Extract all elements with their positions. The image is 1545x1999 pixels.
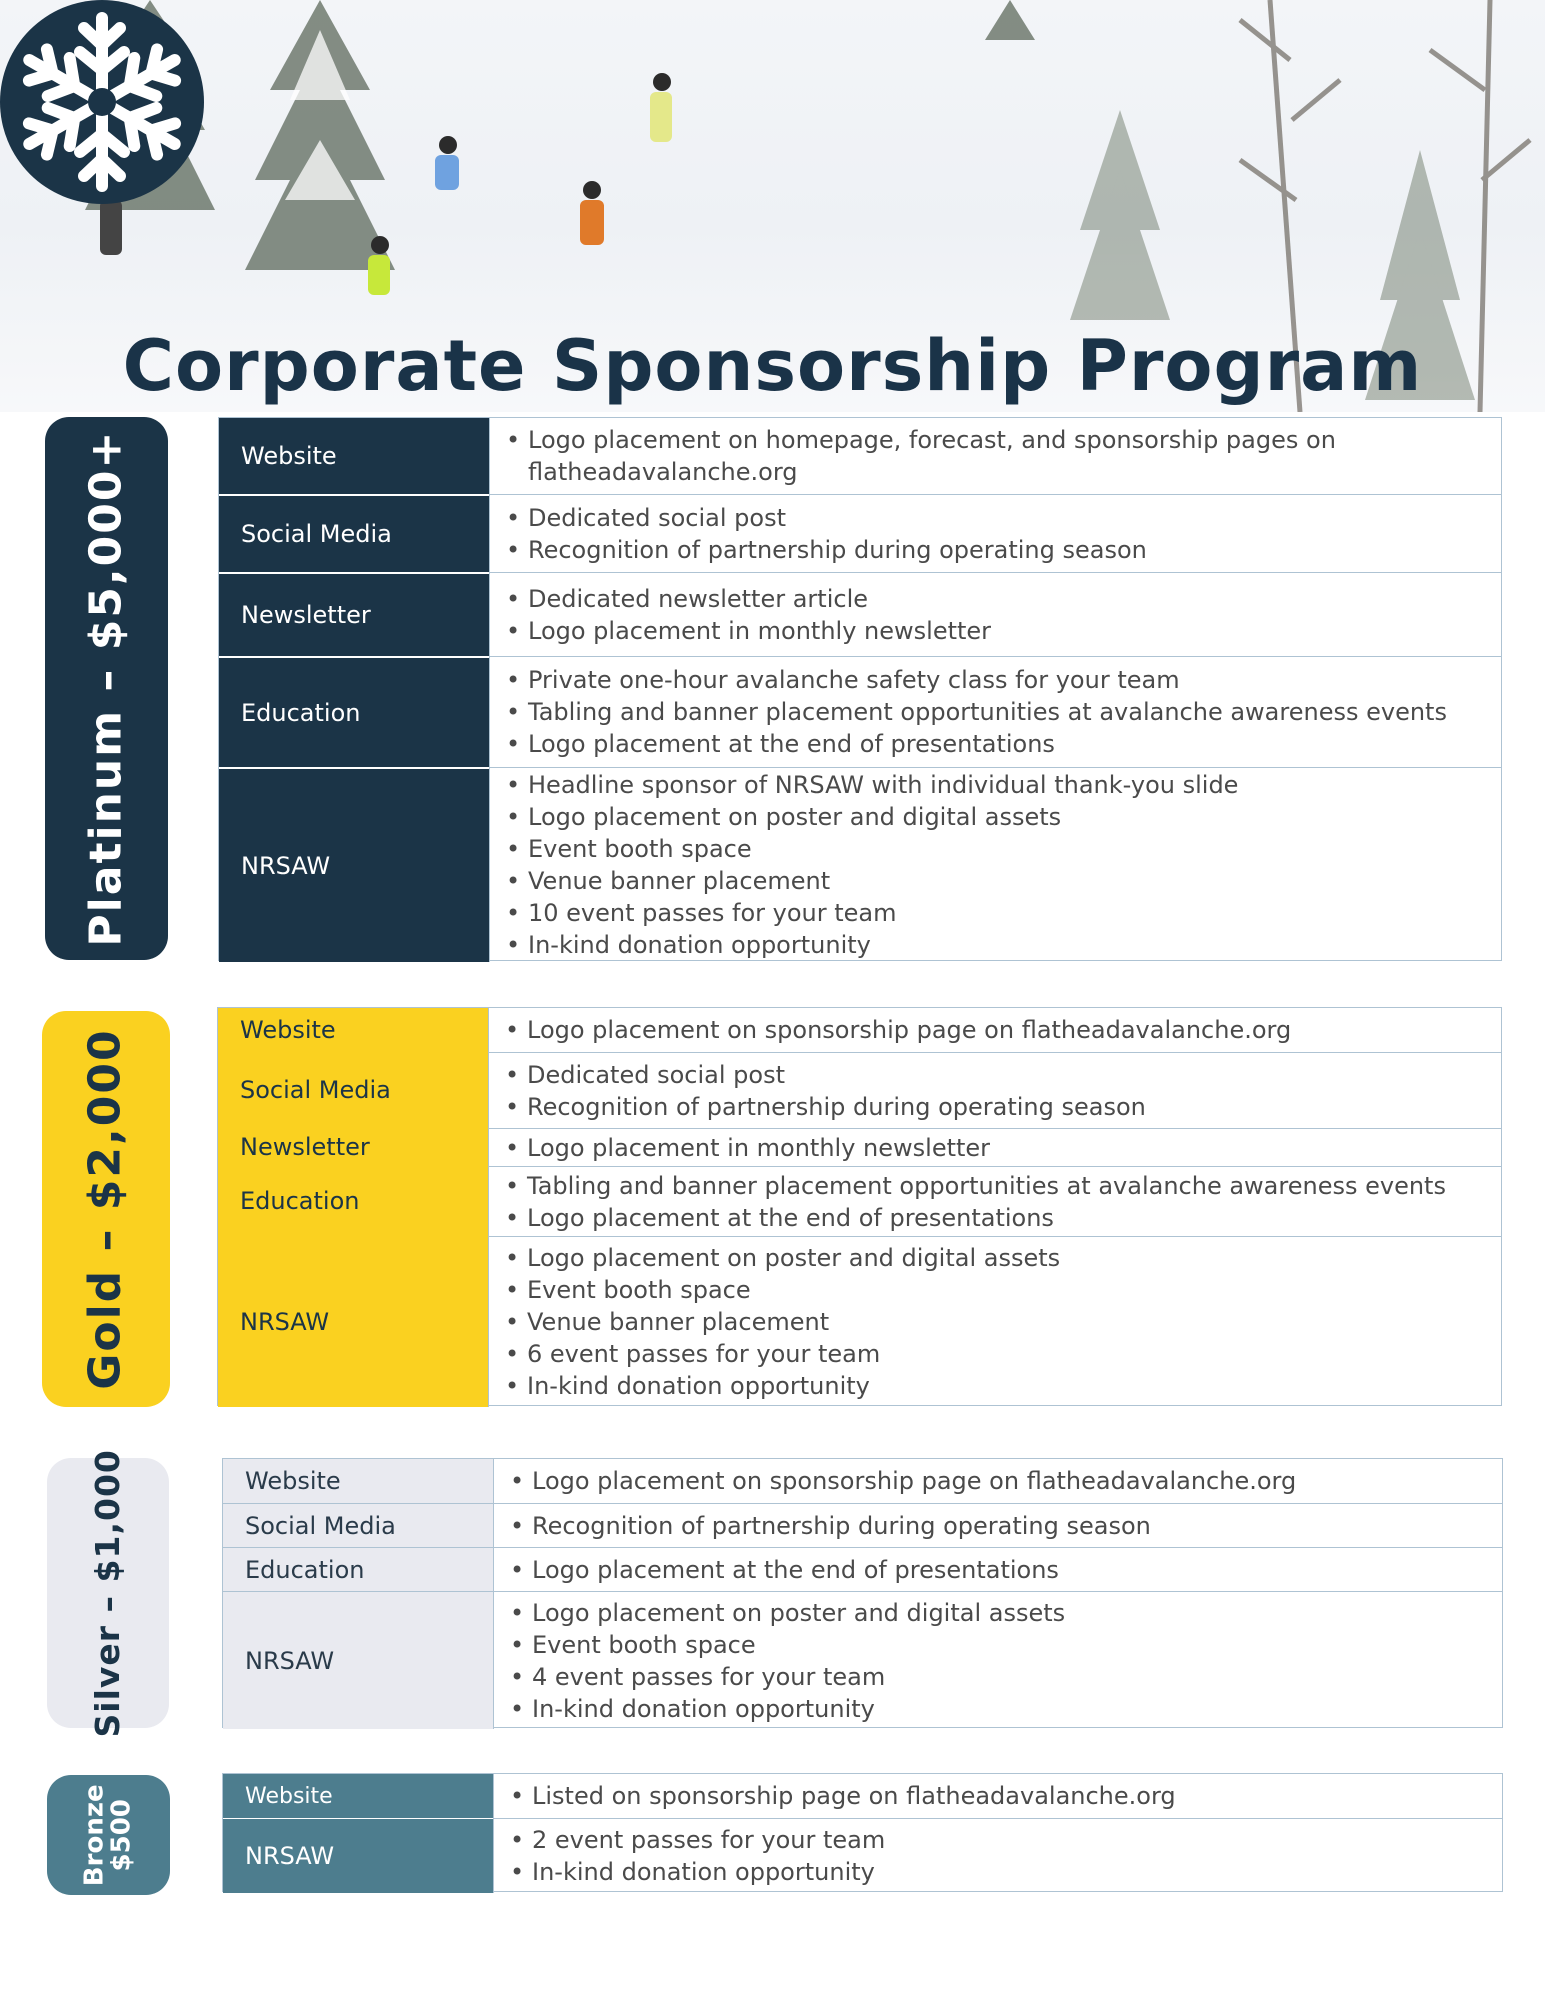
benefit-item: • Venue banner placement [503,1306,1501,1338]
category-cell: NRSAW [218,1236,488,1407]
benefit-item: • Listed on sponsorship page on flatheadavalanche.org [508,1780,1502,1812]
benefit-item: • Dedicated social post [503,1059,1501,1091]
benefit-item: • Logo placement at the end of presentations [503,1202,1501,1234]
benefit-item: • In-kind donation opportunity [504,929,1501,961]
benefit-item: • Recognition of partnership during operating season [504,534,1501,566]
category-cell: NRSAW [223,1818,493,1893]
category-cell: Website [219,418,489,494]
tier-table-platinum [218,417,1502,961]
table-row [218,1166,1501,1236]
category-cell: Education [219,656,489,767]
benefit-item: • 6 event passes for your team [503,1338,1501,1370]
table-row [223,1818,1502,1893]
tier-table-bronze [222,1773,1503,1892]
table-row [223,1459,1502,1503]
benefit-item: • Logo placement on sponsorship page on flatheadavalanche.org [508,1465,1502,1497]
category-cell: Website [223,1774,493,1818]
benefit-item: • Event booth space [508,1629,1502,1661]
table-row [218,1236,1501,1407]
table-row [223,1503,1502,1547]
category-cell: Website [218,1008,488,1052]
tier-label-line2: $500 [106,1798,137,1872]
benefits-cell [493,1774,1502,1818]
benefits-cell [493,1459,1502,1503]
benefit-item: • Dedicated newsletter article [504,583,1501,615]
category-cell: NRSAW [219,767,489,962]
benefit-item: • In-kind donation opportunity [508,1856,1502,1888]
table-row [219,418,1501,494]
benefits-cell [493,1818,1502,1893]
benefit-item: • Event booth space [504,833,1501,865]
benefit-item: • Headline sponsor of NRSAW with individual thank-you slide [504,769,1501,801]
benefit-item: • Logo placement in monthly newsletter [503,1132,1501,1164]
benefits-cell [488,1166,1501,1236]
tier-label-gold [42,1011,170,1407]
tier-label-text: Gold – $2,000 [79,1028,131,1390]
benefit-item: • Recognition of partnership during operating season [503,1091,1501,1123]
benefits-cell [488,1236,1501,1407]
benefit-item: • Logo placement on sponsorship page on flatheadavalanche.org [503,1014,1501,1046]
benefit-item: • 2 event passes for your team [508,1824,1502,1856]
benefits-cell [489,418,1501,494]
category-cell: Education [223,1547,493,1591]
table-row [219,572,1501,656]
category-cell: NRSAW [223,1591,493,1729]
benefit-item: • Logo placement at the end of presentations [508,1554,1502,1586]
benefits-cell [488,1128,1501,1166]
benefit-item: • Venue banner placement [504,865,1501,897]
category-cell: Social Media [219,494,489,572]
benefit-item: • Dedicated social post [504,502,1501,534]
benefits-cell [489,494,1501,572]
tier-label-platinum [45,417,168,960]
benefits-cell [489,656,1501,767]
benefit-item: • Logo placement at the end of presentations [504,728,1501,760]
benefit-item: • Logo placement on poster and digital assets [504,801,1501,833]
category-cell: Website [223,1459,493,1503]
category-cell: Newsletter [219,572,489,656]
tier-label-text: Silver – $1,000 [87,1448,127,1738]
benefit-item: • Tabling and banner placement opportunities at avalanche awareness events [504,696,1501,728]
benefits-cell [493,1591,1502,1729]
benefits-cell [493,1503,1502,1547]
benefit-item: • In-kind donation opportunity [503,1370,1501,1402]
table-row [223,1774,1502,1818]
tier-label-line1: Bronze [79,1784,110,1886]
benefits-cell [489,767,1501,962]
benefits-cell [488,1008,1501,1052]
benefit-item: • Logo placement in monthly newsletter [504,615,1501,647]
benefit-item: • 10 event passes for your team [504,897,1501,929]
benefit-item: • Tabling and banner placement opportunities at avalanche awareness events [503,1170,1501,1202]
benefit-item: • Event booth space [503,1274,1501,1306]
tier-table-silver [222,1458,1503,1728]
tier-label-silver [47,1448,169,1738]
table-row [219,656,1501,767]
tier-label-bronze [47,1775,170,1895]
benefits-cell [489,572,1501,656]
table-row [218,1052,1501,1128]
table-row [223,1591,1502,1729]
category-cell: Newsletter [218,1128,488,1166]
table-row [218,1128,1501,1166]
benefit-item: • Logo placement on homepage, forecast, and sponsorship pages on flatheadavalanche.org [504,424,1501,488]
benefit-item: • Private one-hour avalanche safety class for your team [504,664,1501,696]
category-cell: Social Media [218,1052,488,1128]
table-row [219,494,1501,572]
benefits-cell [493,1547,1502,1591]
benefit-item: • 4 event passes for your team [508,1661,1502,1693]
page-title: Corporate Sponsorship Program [122,325,1423,407]
category-cell: Education [218,1166,488,1236]
tier-label-text-wrap [81,1784,136,1886]
tier-label-text: Platinum – $5,000+ [80,430,132,947]
benefits-cell [488,1052,1501,1128]
tier-table-gold [217,1007,1502,1406]
benefit-item: • Logo placement on poster and digital assets [508,1597,1502,1629]
benefit-item: • Logo placement on poster and digital assets [503,1242,1501,1274]
snowflake-icon [0,0,204,204]
table-row [218,1008,1501,1052]
table-row [219,767,1501,962]
category-cell: Social Media [223,1503,493,1547]
table-row [223,1547,1502,1591]
benefit-item: • In-kind donation opportunity [508,1693,1502,1725]
benefit-item: • Recognition of partnership during operating season [508,1510,1502,1542]
